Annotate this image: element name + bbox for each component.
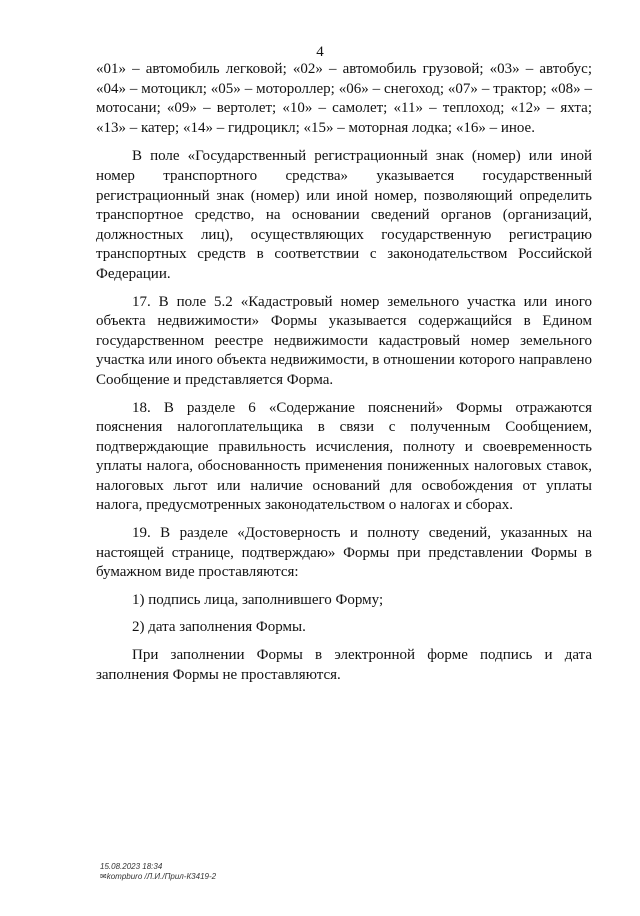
footer-file-path: kompburo /Л.И./Прил-К3419-2	[106, 872, 217, 881]
list-item-signature: 1) подпись лица, заполнившего Форму;	[132, 591, 384, 608]
paragraph-registration-number: В поле «Государственный регистрационный знак (номер) или иной номер транспортного средства» указывается государственный регистрационный знак (номер) или иной номер, позволяющий определить транспортное средство, на основании сведений органов (организаций, должностных лиц), осуществляющих государственную регистрацию транспортных средств в соответствии с законодательством Российской Федерации.	[96, 148, 592, 282]
document-footer	[100, 862, 216, 882]
footer-file-path-line	[100, 872, 216, 882]
paragraph-18: 18. В разделе 6 «Содержание пояснений» Формы отражаются пояснения налогоплательщика в связи с полученным Сообщением, подтверждающие правильность исчисления, полноту и своевременность уплаты налога, обоснованность применения пониженных налоговых ставок, налоговых льгот или наличие оснований для освобождения от уплаты налога, предусмотренных законодательством о налогах и сборах.	[96, 399, 592, 514]
paragraph-17: 17. В поле 5.2 «Кадастровый номер земельного участка или иного объекта недвижимости» Формы указывается содержащийся в Едином государственном реестре недвижимости кадастровый номер земельного участка или иного объекта недвижимости, в отношении которого направлено Сообщение и представляется Форма.	[96, 293, 592, 388]
document-body	[96, 60, 592, 693]
footer-timestamp: 15.08.2023 18:34	[100, 862, 163, 871]
paragraph-electronic-form: При заполнении Формы в электронной форме подпись и дата заполнения Формы не проставляются.	[96, 647, 592, 683]
list-item-date: 2) дата заполнения Формы.	[132, 619, 306, 636]
paragraph-19: 19. В разделе «Достоверность и полноту сведений, указанных на настоящей странице, подтверждаю» Формы при представлении Формы в бумажном виде проставляются:	[96, 525, 592, 581]
page-number: 4	[316, 44, 324, 60]
vehicle-codes-paragraph: «01» – автомобиль легковой; «02» – автомобиль грузовой; «03» – автобус; «04» – мотоцикл; «05» – мотороллер; «06» – снегоход; «07» – трактор; «08» – мотосани; «09» – вертолет; «10» – самолет; «11» – теплоход; «12» – яхта; «13» – катер; «14» – гидроцикл; «15» – моторная лодка; «16» – иное.	[96, 61, 592, 136]
document-icon: ✉	[100, 872, 107, 881]
